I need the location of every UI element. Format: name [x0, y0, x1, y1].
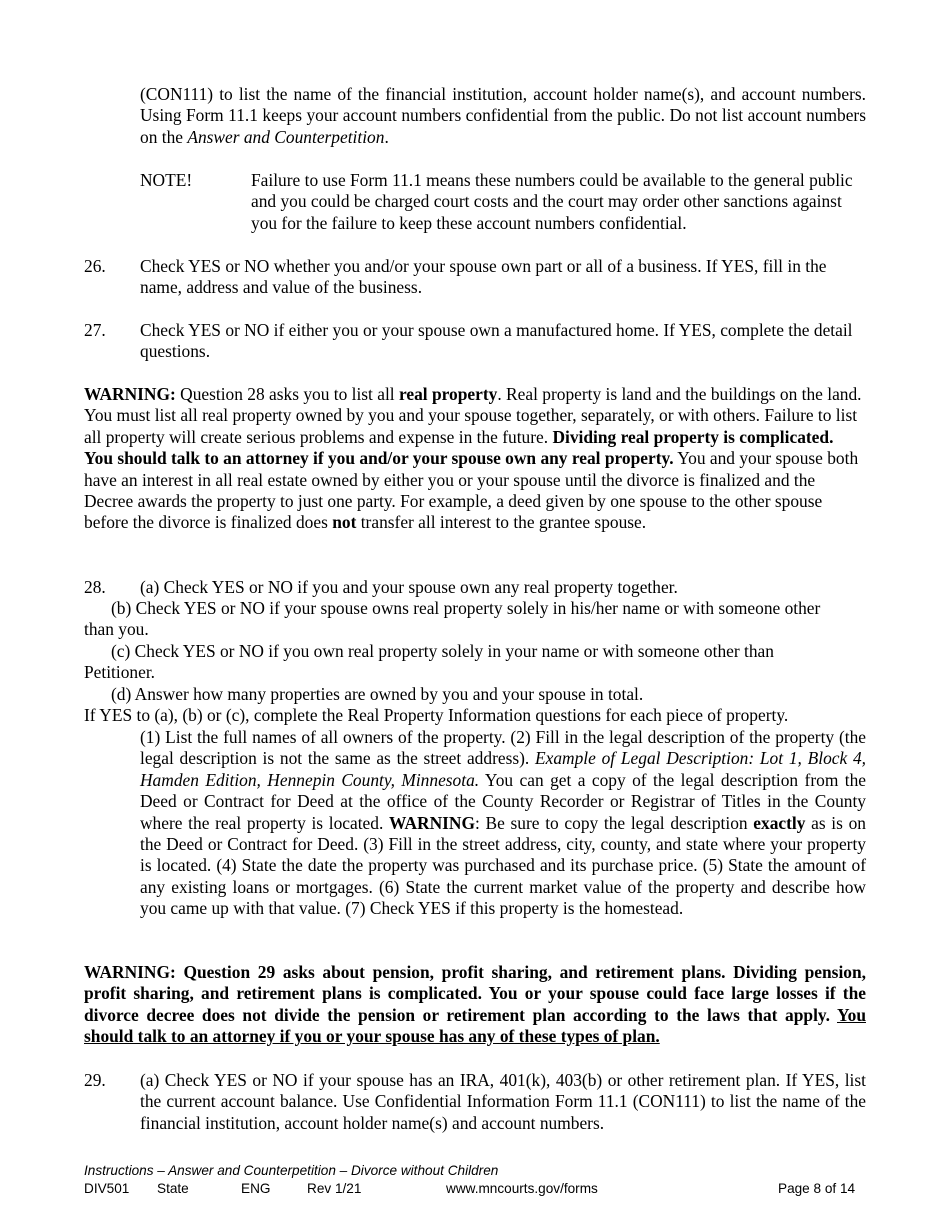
- footer-page-number: Page 8 of 14: [778, 1181, 856, 1196]
- page-footer: [84, 1163, 884, 1203]
- footer-jurisdiction: State: [157, 1181, 189, 1196]
- item-28-d: (d) Answer how many properties are owned by you and your spouse in total.: [111, 684, 644, 704]
- footer-form-code: DIV501: [84, 1181, 130, 1196]
- intro-paragraph: (CON111) to list the name of the financial institution, account holder name(s), and account numbers. Using Form 11.1 keeps your account numbers confidential from the public. Do not list account numbers on the Answer and Counterpetition.: [140, 84, 866, 147]
- footer-url[interactable]: www.mncourts.gov/forms: [446, 1181, 598, 1196]
- item-29-number: 29.: [84, 1070, 106, 1090]
- item-28-c: (c) Check YES or NO if you own real property solely in your name or with someone other than Petitioner.: [84, 641, 774, 683]
- item-28-if-yes: If YES to (a), (b) or (c), complete the Real Property Information questions for each piece of property.: [84, 705, 789, 725]
- note-text: Failure to use Form 11.1 means these numbers could be available to the general public and you could be charged court costs and the court may order other sanctions against you for the failure to keep these account numbers confidential.: [251, 170, 853, 233]
- footer-title: Instructions – Answer and Counterpetition – Divorce without Children: [84, 1163, 499, 1178]
- item-28-b: (b) Check YES or NO if your spouse owns real property solely in his/her name or with someone other than you.: [84, 598, 821, 640]
- item-27-text: Check YES or NO if either you or your spouse own a manufactured home. If YES, complete the detail questions.: [140, 320, 853, 362]
- footer-language: ENG: [241, 1181, 271, 1196]
- note-label: NOTE!: [140, 170, 193, 190]
- warning-28-paragraph: WARNING: Question 28 asks you to list all real property. Real property is land and the buildings on the land. You must list all real property owned by you and your spouse together, separately, or with others. Failure to list all property will create serious problems and expense in the future. Dividing real property is complicated. You should talk to an attorney if you and/or your spouse own any real property. You and your spouse both have an interest in all real estate owned by either you or your spouse until the divorce is finalized and the Decree awards the property to just one party. For example, a deed given by one spouse to the other spouse before the divorce is finalized does not transfer all interest to the grantee spouse.: [84, 384, 862, 533]
- item-28-number: 28.: [84, 577, 106, 597]
- item-29-text: (a) Check YES or NO if your spouse has an IRA, 401(k), 403(b) or other retirement plan. If YES, list the current account balance. Use Confidential Information Form 11.1 (CON111) to list the name of the financial institution, account holder name(s) and account numbers.: [140, 1070, 866, 1133]
- item-28-details: (1) List the full names of all owners of the property. (2) Fill in the legal description of the property (the legal description is not the same as the street address). Example of Legal Description: Lot 1, Block 4, Hamden Edition, Hennepin County, Minnesota. You can get a copy of the legal description from the Deed or Contract for Deed at the office of the County Recorder or Registrar of Titles in the County where the real property is located. WARNING: Be sure to copy the legal description exactly as is on the Deed or Contract for Deed. (3) Fill in the street address, city, county, and state where your property is located. (4) State the date the property was purchased and its purchase price. (5) State the amount of any existing loans or mortgages. (6) State the current market value of the property and describe how you came up with that value. (7) Check YES if this property is the homestead.: [140, 727, 867, 919]
- warning-29-paragraph: WARNING: Question 29 asks about pension, profit sharing, and retirement plans. Dividing pension, profit sharing, and retirement plans is complicated. You or your spouse could face large losses if the divorce decree does not divide the pension or retirement plan according to the laws that apply. You should talk to an attorney if you or your spouse has any of these types of plan.: [84, 962, 866, 1047]
- item-26-text: Check YES or NO whether you and/or your spouse own part or all of a business. If YES, fill in the name, address and value of the business.: [140, 256, 827, 298]
- item-27-number: 27.: [84, 320, 106, 340]
- footer-revision: Rev 1/21: [307, 1181, 362, 1196]
- item-26-number: 26.: [84, 256, 106, 276]
- item-28-a: (a) Check YES or NO if you and your spouse own any real property together.: [140, 577, 678, 597]
